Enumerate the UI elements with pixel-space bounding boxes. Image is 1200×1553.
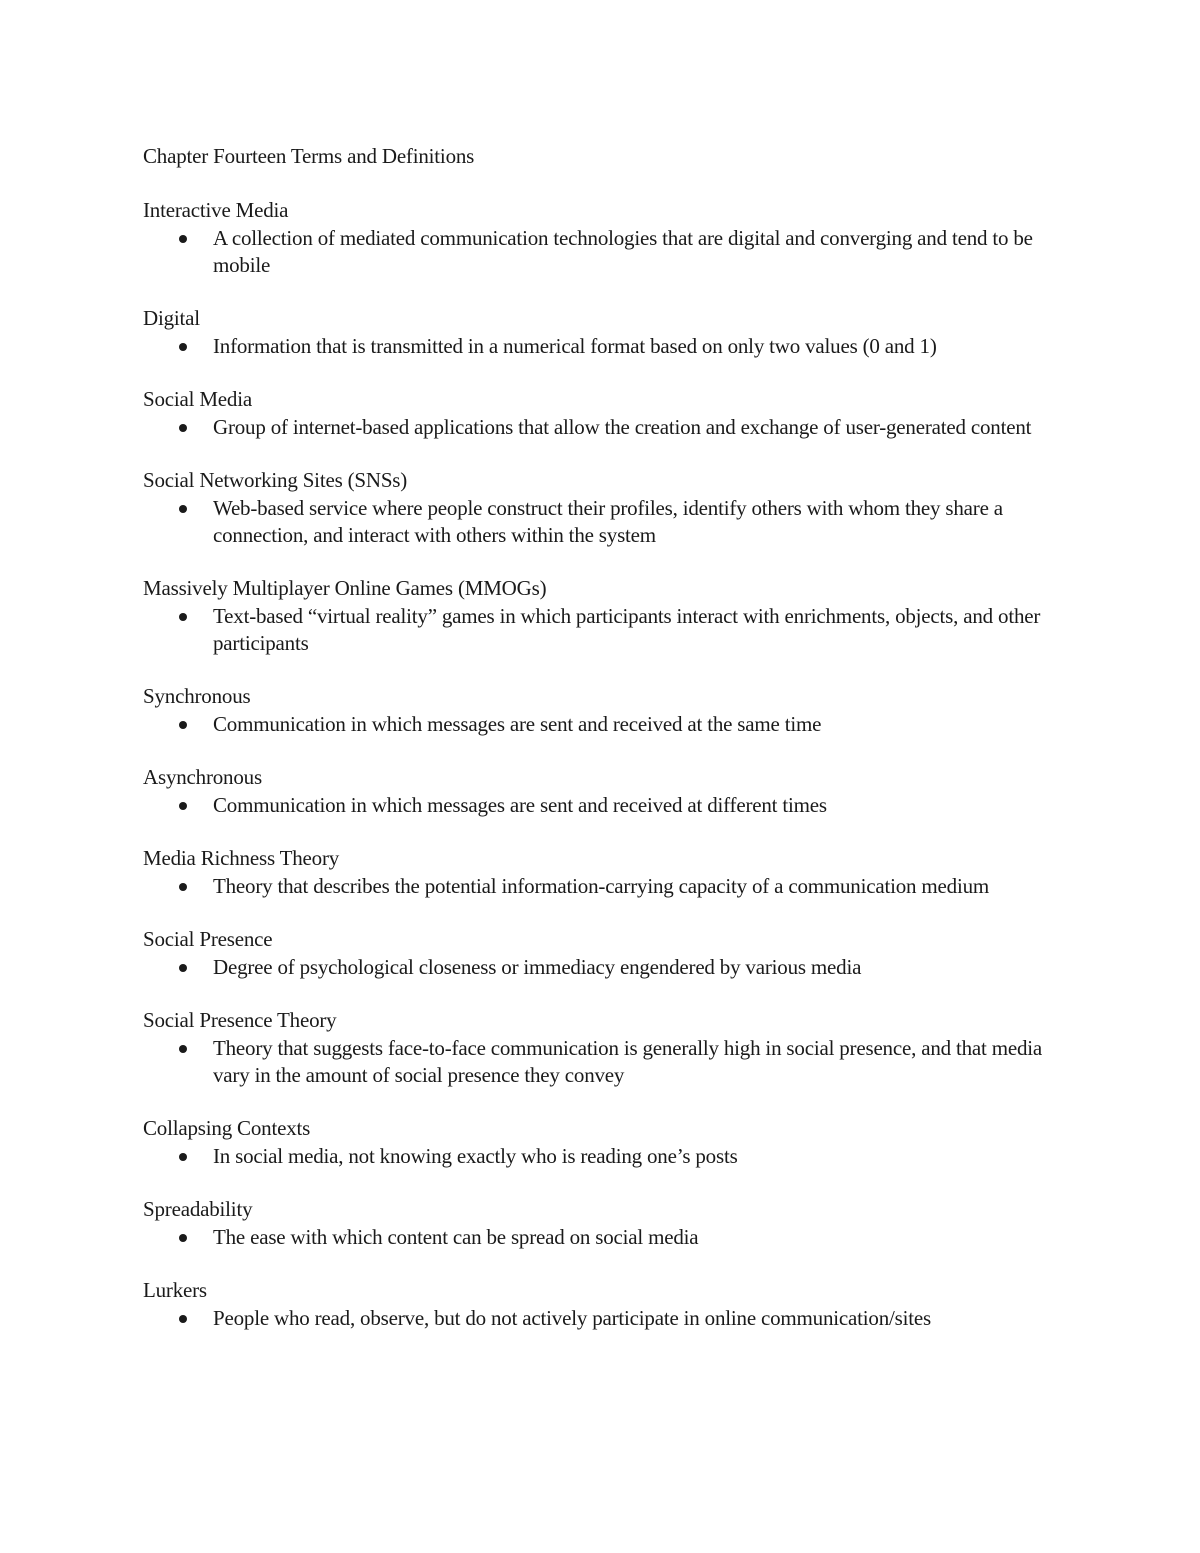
definition-list	[143, 1305, 1073, 1332]
definition-item	[143, 954, 1073, 981]
definition-list	[143, 603, 1073, 657]
definition-text: Theory that suggests face-to-face communication is generally high in social presence, and that media vary in the amount of social presence they convey	[213, 1036, 1043, 1087]
definition-list	[143, 495, 1073, 549]
definition-list	[143, 873, 1073, 900]
bullet-icon	[179, 1315, 187, 1323]
term-heading: Social Networking Sites (SNSs)	[143, 468, 408, 492]
definition-item	[143, 495, 1073, 549]
definition-item	[143, 873, 1073, 900]
term-entry	[143, 465, 1073, 549]
bullet-icon	[179, 1234, 187, 1242]
definition-list	[143, 711, 1073, 738]
definition-list	[143, 1035, 1073, 1089]
bullet-icon	[179, 343, 187, 351]
definition-list	[143, 792, 1073, 819]
definition-text: The ease with which content can be spread on social media	[213, 1225, 699, 1249]
term-heading: Synchronous	[143, 684, 251, 708]
definition-text: A collection of mediated communication technologies that are digital and converging and tend to be mobile	[213, 226, 1033, 277]
bullet-icon	[179, 883, 187, 891]
term-entry	[143, 384, 1073, 441]
term-heading: Collapsing Contexts	[143, 1116, 311, 1140]
term-heading: Asynchronous	[143, 765, 262, 789]
term-entry	[143, 762, 1073, 819]
definition-text: People who read, observe, but do not actively participate in online communication/sites	[213, 1306, 931, 1330]
definition-list	[143, 1224, 1073, 1251]
definition-text: Degree of psychological closeness or immediacy engendered by various media	[213, 955, 862, 979]
bullet-icon	[179, 505, 187, 513]
bullet-icon	[179, 1153, 187, 1161]
bullet-icon	[179, 964, 187, 972]
definition-item	[143, 225, 1073, 279]
term-entry	[143, 1275, 1073, 1332]
bullet-icon	[179, 802, 187, 810]
term-entry	[143, 195, 1073, 279]
term-entry	[143, 924, 1073, 981]
term-entry	[143, 1113, 1073, 1170]
term-heading: Interactive Media	[143, 198, 289, 222]
definition-item	[143, 1224, 1073, 1251]
definition-text: Web-based service where people construct their profiles, identify others with whom they share a connection, and interact with others within the system	[213, 496, 1003, 547]
bullet-icon	[179, 235, 187, 243]
definition-item	[143, 333, 1073, 360]
term-heading: Social Media	[143, 387, 252, 411]
document-title: Chapter Fourteen Terms and Definitions	[143, 144, 475, 168]
definition-list	[143, 333, 1073, 360]
term-heading: Social Presence Theory	[143, 1008, 337, 1032]
definition-item	[143, 603, 1073, 657]
definition-item	[143, 414, 1073, 441]
term-entry	[143, 681, 1073, 738]
term-heading: Media Richness Theory	[143, 846, 340, 870]
definition-item	[143, 792, 1073, 819]
definition-text: Group of internet-based applications that allow the creation and exchange of user-generated content	[213, 415, 1032, 439]
term-entry	[143, 573, 1073, 657]
document-body	[143, 141, 1073, 1356]
term-entry	[143, 303, 1073, 360]
term-entry	[143, 1005, 1073, 1089]
definition-text: Communication in which messages are sent and received at the same time	[213, 712, 822, 736]
term-entry	[143, 1194, 1073, 1251]
bullet-icon	[179, 613, 187, 621]
definition-list	[143, 954, 1073, 981]
bullet-icon	[179, 1045, 187, 1053]
term-heading: Social Presence	[143, 927, 273, 951]
bullet-icon	[179, 424, 187, 432]
definition-item	[143, 711, 1073, 738]
definition-list	[143, 1143, 1073, 1170]
term-entry	[143, 843, 1073, 900]
term-heading: Lurkers	[143, 1278, 207, 1302]
definition-text: Information that is transmitted in a numerical format based on only two values (0 and 1)	[213, 334, 937, 358]
definition-text: In social media, not knowing exactly who is reading one’s posts	[213, 1144, 738, 1168]
definition-list	[143, 414, 1073, 441]
definition-item	[143, 1143, 1073, 1170]
term-heading: Spreadability	[143, 1197, 253, 1221]
definition-list	[143, 225, 1073, 279]
term-heading: Digital	[143, 306, 200, 330]
definition-text: Communication in which messages are sent and received at different times	[213, 793, 827, 817]
definition-text: Text-based “virtual reality” games in which participants interact with enrichments, objects, and other participants	[213, 604, 1041, 655]
term-heading: Massively Multiplayer Online Games (MMOGs)	[143, 576, 547, 600]
definition-item	[143, 1035, 1073, 1089]
bullet-icon	[179, 721, 187, 729]
definition-text: Theory that describes the potential information-carrying capacity of a communication medium	[213, 874, 990, 898]
definition-item	[143, 1305, 1073, 1332]
